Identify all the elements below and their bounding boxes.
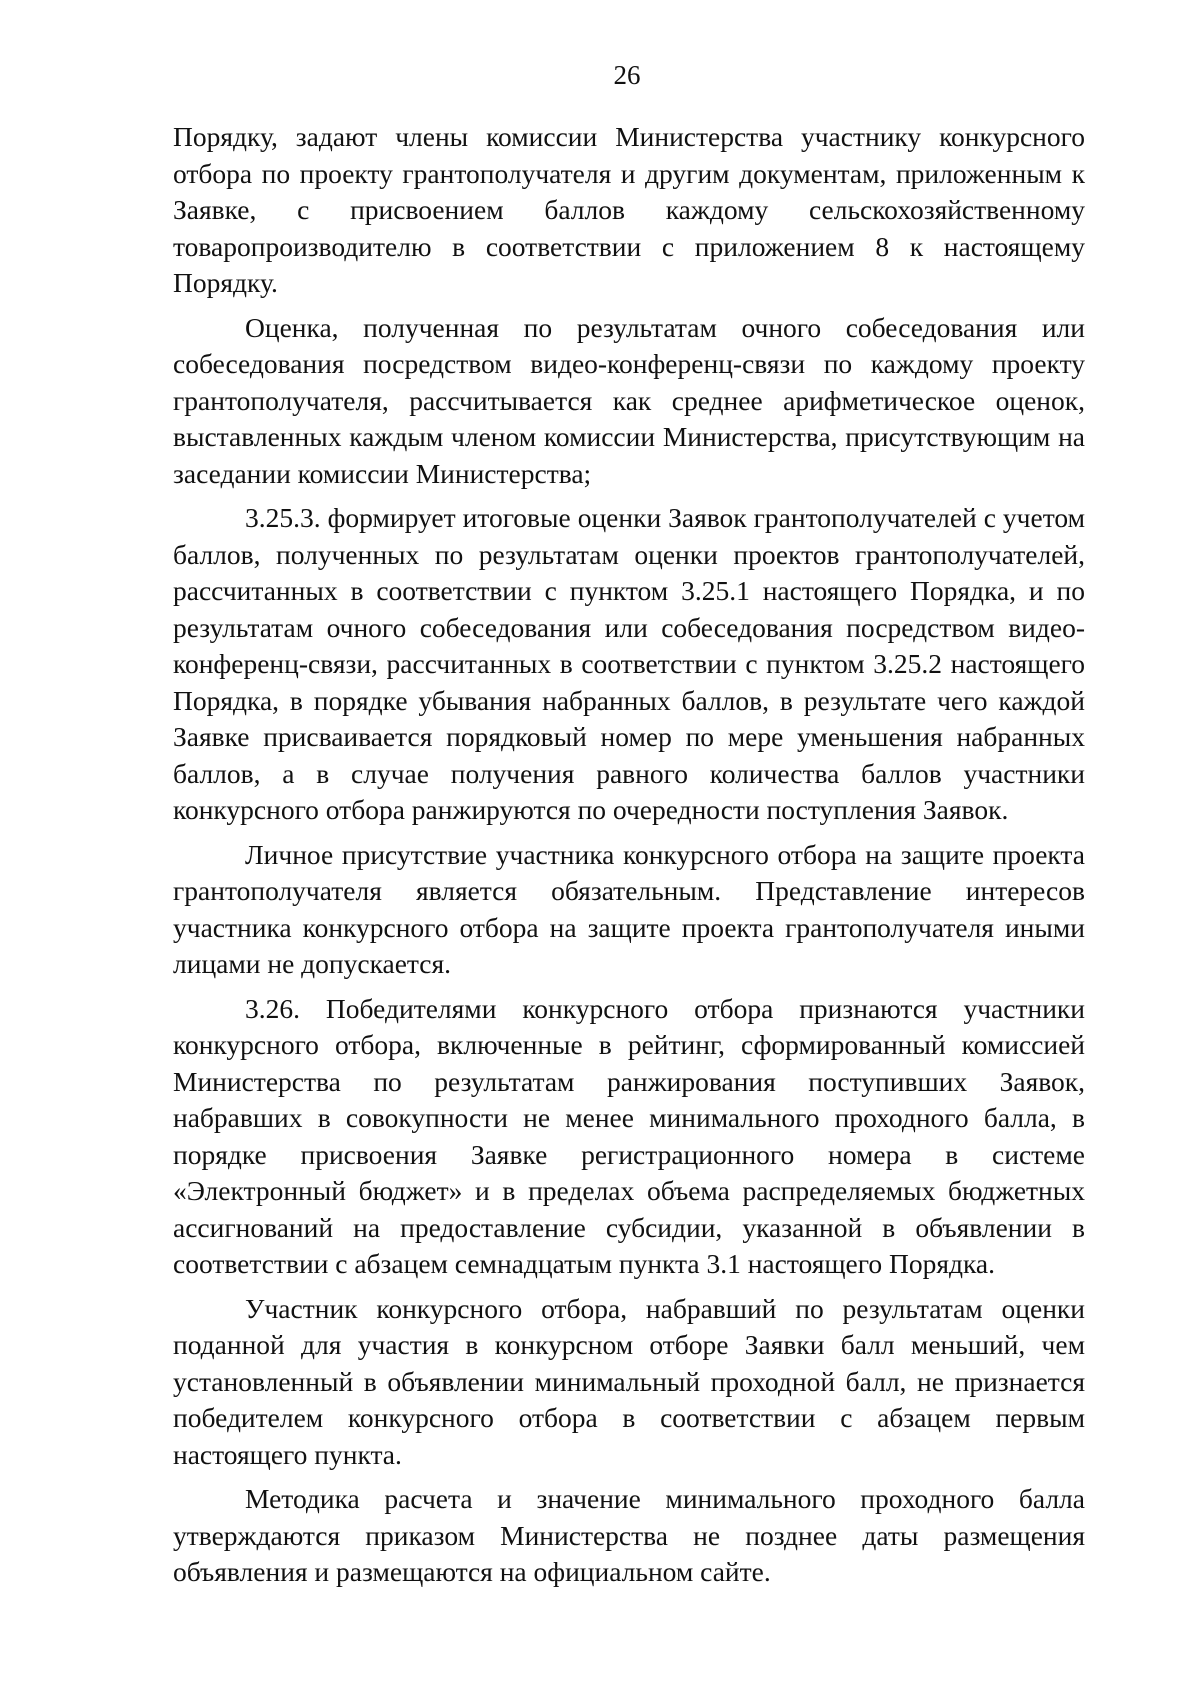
paragraph-continuation: Порядку, задают члены комиссии Министерства участнику конкурсного отбора по проекту грантополучателя и другим документам, приложенным к Заявке, с присвоением баллов каждому сельскохозяйственному товаропроизводителю в соответствии с приложением 8 к настоящему Порядку. bbox=[173, 121, 1085, 298]
paragraph-3-25-3: 3.25.3. формирует итоговые оценки Заявок грантополучателей с учетом баллов, полученных по результатам оценки проектов грантополучателей, рассчитанных в соответствии с пунктом 3.25.1 настоящего Порядка, и по результатам очного собеседования или собеседования посредством видео-конференц-связи, рассчитанных в соответствии с пунктом 3.25.2 настоящего Порядка, в порядке убывания набранных баллов, в результате чего каждой Заявке присваивается порядковый номер по мере уменьшения набранных баллов, а в случае получения равного количества баллов участники конкурсного отбора ранжируются по очередности поступления Заявок. bbox=[173, 502, 1085, 825]
paragraph-below-threshold: Участник конкурсного отбора, набравший по результатам оценки поданной для участия в конкурсном отборе Заявки балл меньший, чем установленный в объявлении минимальный проходной балл, не признается победителем конкурсного отбора в соответствии с абзацем первым настоящего пункта. bbox=[173, 1292, 1085, 1470]
paragraph-personal-presence: Личное присутствие участника конкурсного отбора на защите проекта грантополучателя является обязательным. Представление интересов участника конкурсного отбора на защите проекта грантополучателя иными лицами не допускается. bbox=[173, 838, 1085, 979]
document-body bbox=[173, 119, 1085, 1599]
paragraph-3-26: 3.26. Победителями конкурсного отбора признаются участники конкурсного отбора, включенные в рейтинг, сформированный комиссией Министерства по результатам ранжирования поступивших Заявок, набравших в совокупности не менее минимального проходного балла, в порядке присвоения Заявке регистрационного номера в системе «Электронный бюджет» и в пределах объема распределяемых бюджетных ассигнований на предоставление субсидии, указанной в объявлении в соответствии с абзацем семнадцатым пункта 3.1 настоящего Порядка. bbox=[173, 992, 1085, 1279]
paragraph-methodology: Методика расчета и значение минимального проходного балла утверждаются приказом Министерства не позднее даты размещения объявления и размещаются на официальном сайте. bbox=[173, 1483, 1085, 1587]
paragraph-assessment-average: Оценка, полученная по результатам очного собеседования или собеседования посредством видео-конференц-связи по каждому проекту грантополучателя, рассчитывается как среднее арифметическое оценок, выставленных каждым членом комиссии Министерства, присутствующим на заседании комиссии Министерства; bbox=[173, 311, 1085, 489]
page-number: 26 bbox=[613, 60, 641, 90]
